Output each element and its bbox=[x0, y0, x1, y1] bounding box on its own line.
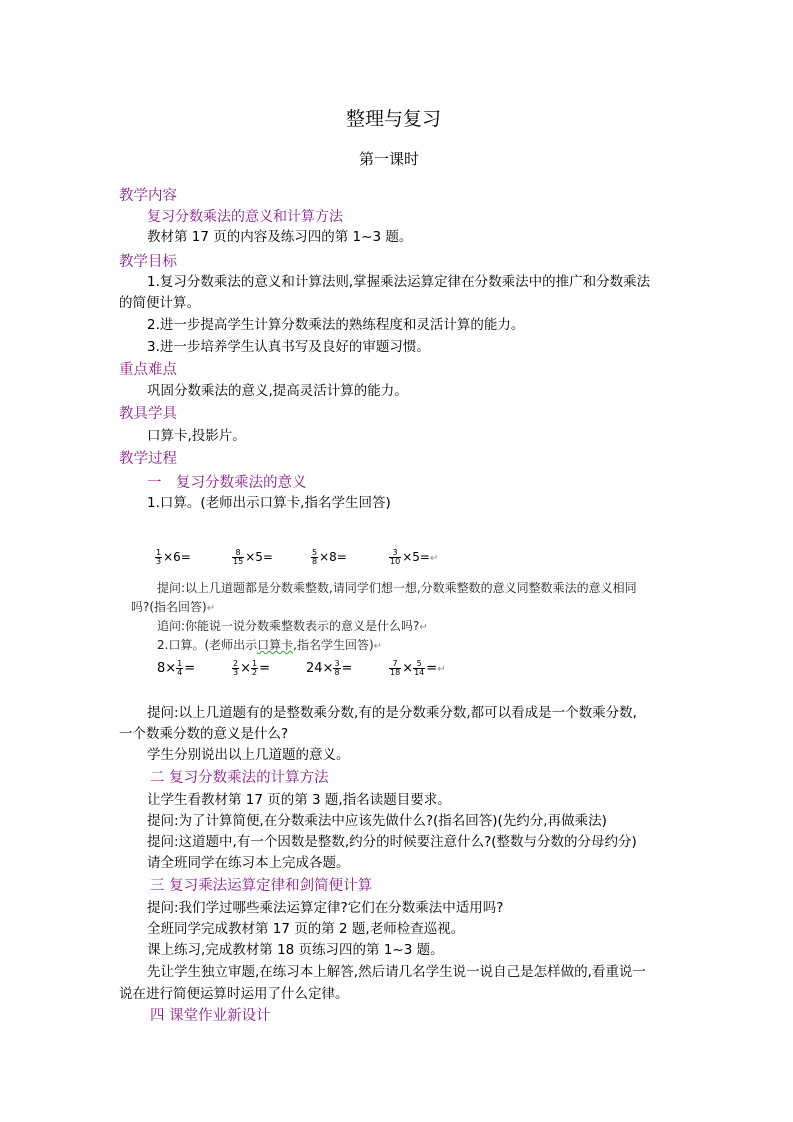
return-mark: ↵ bbox=[419, 622, 428, 633]
section-1-heading: 一 复习分数乘法的意义 bbox=[147, 475, 307, 491]
expression-1-2: $\frac{8}{15}$ ×5= bbox=[233, 548, 273, 566]
image-question-1-line-1: 提问:以上几道题都是分数乘整数,请同学们想一想,分数乘整数的意义同整数乘法的意义相同 bbox=[157, 581, 637, 595]
section-3-line-4b: 说在进行简便运算时运用了什么定律。 bbox=[119, 986, 349, 1002]
fraction: $\frac{2}{3}$ bbox=[233, 659, 239, 677]
section-3-heading: 三 复习乘法运算定律和剑简便计算 bbox=[150, 878, 373, 894]
process-heading: 教学过程 bbox=[119, 451, 177, 467]
return-mark: ↵ bbox=[373, 641, 383, 652]
return-mark: ↵ bbox=[206, 603, 216, 614]
tools-heading: 教具学具 bbox=[119, 406, 177, 422]
section-2-heading: 二 复习分数乘法的计算方法 bbox=[150, 770, 329, 786]
section-2-line-2: 提问:为了计算简便,在分数乘法中应该先做什么?(指名回答)(先约分,再做乘法) bbox=[147, 813, 607, 829]
content-subheading: 复习分数乘法的意义和计算方法 bbox=[147, 209, 343, 225]
goal-item-1-line-1: 1.复习分数乘法的意义和计算法则,掌握乘法运算定律在分数乘法中的推广和分数乘法 bbox=[147, 274, 651, 290]
key-heading: 重点难点 bbox=[119, 362, 177, 378]
content-heading: 教学内容 bbox=[119, 188, 177, 204]
expression-2-1: 8× $\frac{1}{4}$ = bbox=[157, 659, 196, 677]
section-4-heading: 四 课堂作业新设计 bbox=[150, 1008, 271, 1024]
content-text: 教材第 17 页的内容及练习四的第 1~3 题。 bbox=[147, 229, 413, 245]
section-1-question-line-2: 一个数乘分数的意义是什么? bbox=[119, 726, 289, 742]
image-step-2: 2.口算。(老师出示口算卡,指名学生回答)↵ bbox=[157, 638, 383, 652]
tools-text: 口算卡,投影片。 bbox=[147, 428, 246, 444]
return-mark: ↵ bbox=[429, 553, 439, 564]
goal-heading: 教学目标 bbox=[119, 254, 177, 270]
fraction: $\frac{3}{10}$ bbox=[390, 548, 401, 566]
section-2-line-3: 提问:这道题中,有一个因数是整数,约分的时候要注意什么?(整数与分数的分母约分) bbox=[147, 834, 637, 850]
expression-1-1: $\frac{1}{3}$ ×6= bbox=[156, 548, 191, 566]
section-3-line-1: 提问:我们学过哪些乘法运算定律?它们在分数乘法中适用吗? bbox=[147, 900, 504, 916]
section-1-question-line-1: 提问:以上几道题有的是整数乘分数,有的是分数乘分数,都可以看成是一个数乘分数, bbox=[147, 705, 637, 721]
expression-2-3: 24× $\frac{3}{8}$ = bbox=[306, 659, 353, 677]
expression-1-3: $\frac{5}{8}$ ×8= bbox=[312, 548, 347, 566]
page-subtitle: 第一课时 bbox=[359, 150, 420, 168]
section-1-step-1: 1.口算。(老师出示口算卡,指名学生回答) bbox=[147, 495, 391, 511]
fraction: $\frac{1}{3}$ bbox=[156, 548, 162, 566]
fraction: $\frac{8}{15}$ bbox=[233, 548, 244, 566]
return-mark: ↵ bbox=[437, 664, 446, 675]
expression-1-4: $\frac{3}{10}$ ×5=↵ bbox=[390, 548, 439, 566]
section-3-line-3: 课上练习,完成教材第 18 页练习四的第 1~3 题。 bbox=[147, 942, 444, 958]
goal-item-2: 2.进一步提高学生计算分数乘法的熟练程度和灵活计算的能力。 bbox=[147, 317, 525, 333]
fraction: $\frac{1}{4}$ bbox=[177, 659, 183, 677]
page-title: 整理与复习 bbox=[346, 108, 442, 130]
expression-2-2: $\frac{2}{3}$ × $\frac{1}{2}$ = bbox=[233, 659, 270, 677]
expression-2-4: $\frac{7}{18}$ × $\frac{5}{14}$ =↵ bbox=[390, 659, 446, 677]
section-2-line-1: 让学生看教材第 17 页的第 3 题,指名读题目要求。 bbox=[147, 792, 451, 808]
section-1-answer: 学生分别说出以上几道题的意义。 bbox=[147, 747, 350, 763]
section-3-line-4a: 先让学生独立审题,在练习本上解答,然后请几名学生说一说自己是怎样做的,看重说一 bbox=[147, 964, 646, 980]
image-question-1-line-2: 吗?(指名回答)↵ bbox=[131, 600, 216, 614]
fraction: $\frac{5}{14}$ bbox=[414, 659, 425, 677]
fraction: $\frac{3}{8}$ bbox=[334, 659, 340, 677]
image-question-2: 追问:你能说一说分数乘整数表示的意义是什么吗?↵ bbox=[157, 619, 428, 633]
fraction: $\frac{1}{2}$ bbox=[252, 659, 258, 677]
goal-item-1-line-2: 的简便计算。 bbox=[119, 295, 200, 311]
fraction: $\frac{5}{8}$ bbox=[312, 548, 318, 566]
key-text: 巩固分数乘法的意义,提高灵活计算的能力。 bbox=[147, 383, 408, 399]
goal-item-3: 3.进一步培养学生认真书写及良好的审题习惯。 bbox=[147, 339, 430, 355]
fraction: $\frac{7}{18}$ bbox=[390, 659, 401, 677]
section-2-line-4: 请全班同学在练习本上完成各题。 bbox=[147, 855, 350, 871]
section-3-line-2: 全班同学完成教材第 17 页的第 2 题,老师检查巡视。 bbox=[147, 921, 465, 937]
